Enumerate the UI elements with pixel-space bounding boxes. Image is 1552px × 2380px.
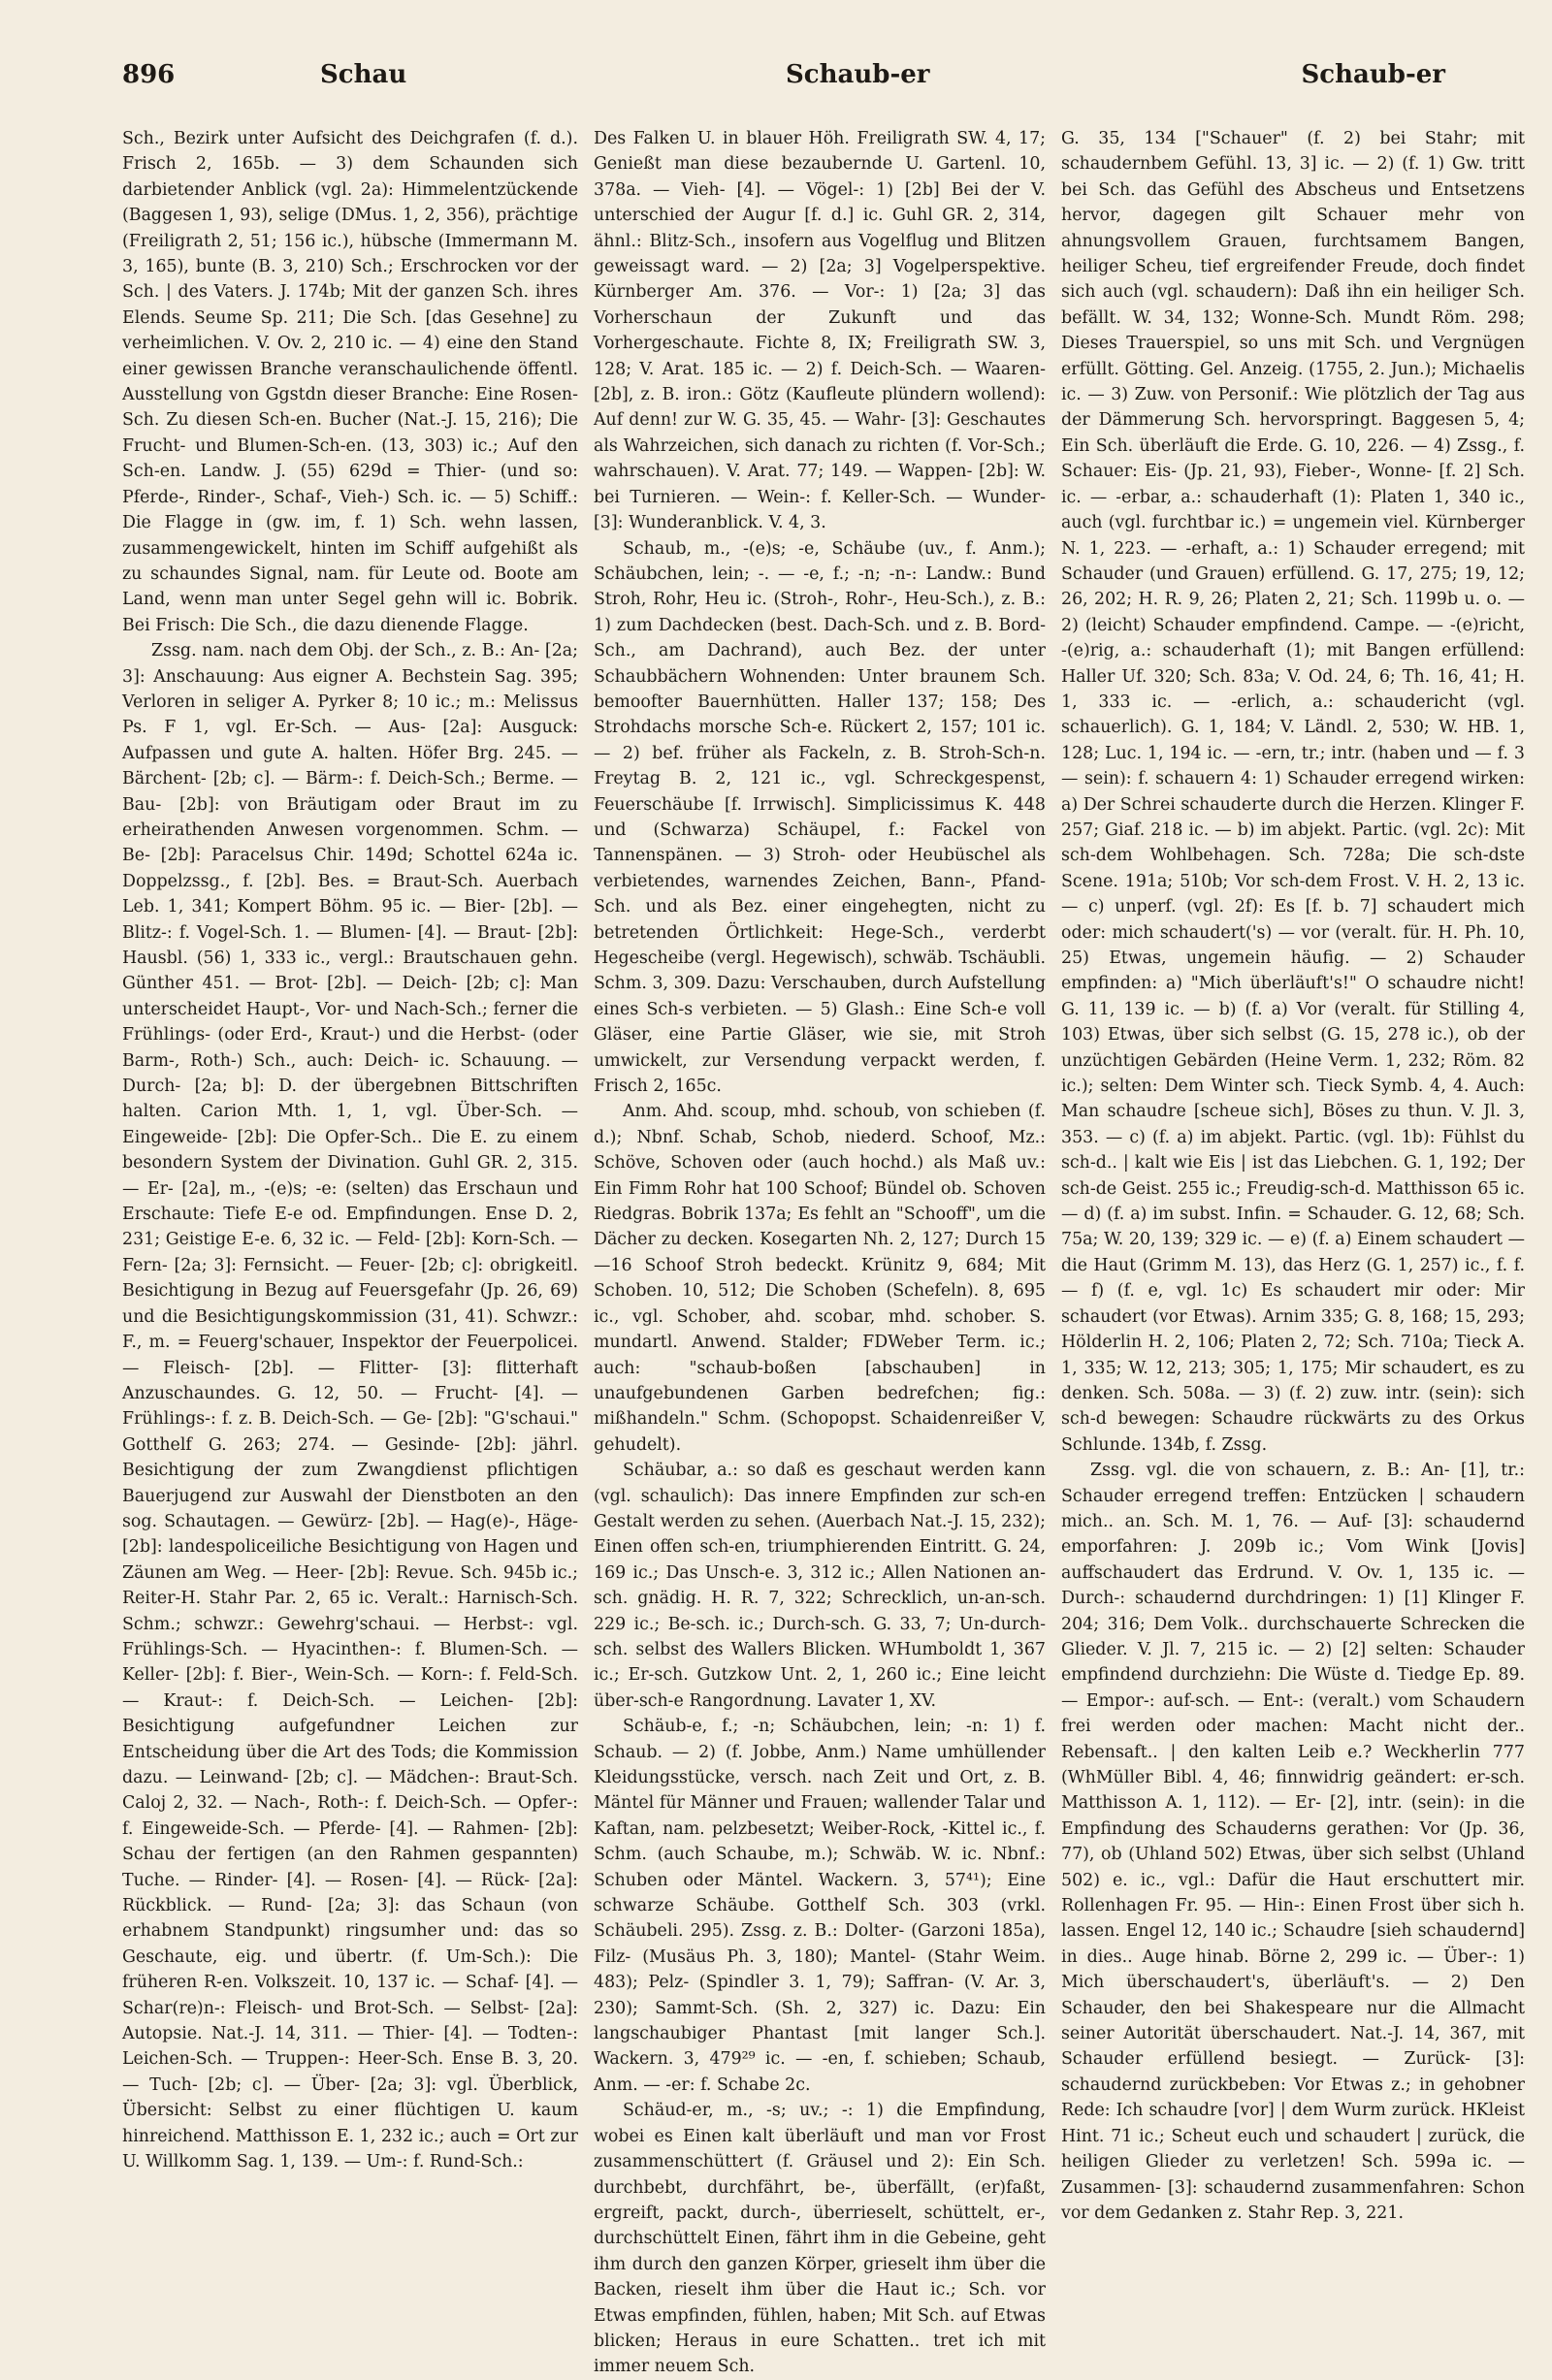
paragraph: Schäub-e, f.; -n; Schäubchen, lein; -n: 1) f. Schaub. — 2) (f. Jobbe, Anm.) Name umhüllender Kleidungsstücke, versch. nach Zeit und Ort, z. B. Mäntel für Männer und Frauen; wallender Talar und Kaftan, nam. pelzbesetzt; Weiber-Rock, -Kittel ic., f. Schm. (auch Schaube, m.); Schwäb. W. ic. Nbnf.: Schuben oder Mäntel. Wackern. 3, 57⁴¹); Eine schwarze Schäube. Gotthelf Sch. 303 (vrkl. Schäubeli. 295). Zssg. z. B.: Dolter- (Garzoni 185a), Filz- (Musäus Ph. 3, 180); Mantel- (Stahr Weim. 483); Pelz- (Spindler 3. 1, 79); Saffran- (V. Ar. 3, 230); Sammt-Sch. (Sh. 2, 327) ic. Dazu: Ein langschaubiger Phantast [mit langer Sch.]. Wackern. 3, 479²⁹ ic. — -en, f. schieben; Schaub, Anm. — -er: f. Schabe 2c. — [594, 1717, 1046, 2095]
page-number: 896 — [122, 60, 176, 89]
header-left-word: Schau — [320, 60, 407, 89]
paragraph: Zssg. nam. nach dem Obj. der Sch., z. B.: An- [2a; 3]: Anschauung: Aus eigner A. Bechstein Sag. 395; Verloren in seliger A. Pyrker 8; 10 ic.; m.: Melissus Ps. F 1, vgl. Er-Sch. — Aus- [2a]: Ausguck: Aufpassen und gute A. halten. Höfer Brg. 245. — Bärchent- [2b; c]. — Bärm-: f. Deich-Sch.; Berme. — Bau- [2b]: von Bräutigam oder Braut im zu erheirathenden Anwesen vorgenommen. Schm. — Be- [2b]: Paracelsus Chir. 149d; Schottel 624a ic. Doppelzssg., f. [2b]. Bes. = Braut-Sch. Auerbach Leb. 1, 341; Kompert Böhm. 95 ic. — Bier- [2b]. — Blitz-: f. Vogel-Sch. 1. — Blumen- [4]. — Braut- [2b]: Hausbl. (56) 1, 333 ic., vergl.: Brautschauen gehn. Günther 451. — Brot- [2b]. — Deich- [2b; c]: Man unterscheidet Haupt-, Vor- und Nach-Sch.; ferner die Frühlings- (oder Erd-, Kraut-) und die Herbst- (oder Barm-, Roth-) Sch., auch: Deich- ic. Schauung. — Durch- [2a; b]: D. der übergebnen Bittschriften halten. Carion Mth. 1, 1, vgl. Über-Sch. — Eingeweide- [2b]: Die Opfer-Sch.. Die E. zu einem besondern System der Divination. Guhl GR. 2, 315. — Er- [2a], m., -(e)s; -e: (selten) das Erschaun und Erschaute: Tiefe E-e od. Empfindungen. Ense D. 2, 231; Geistige E-e. 6, 32 ic. — Feld- [2b]: Korn-Sch. — Fern- [2a; 3]: Fernsicht. — Feuer- [2b; c]: obrigkeitl. Besichtigung in Bezug auf Feuersgefahr (Jp. 26, 69) und die Besichtigungskommission (31, 41). Schwzr.: F., m. = Feuerg'schauer, Inspektor der Feuerpolicei. — Fleisch- [2b]. — Flitter- [3]: flitterhaft Anzuschaundes. G. 12, 50. — Frucht- [4]. — Frühlings-: f. z. B. Deich-Sch. — Ge- [2b]: "G'schaui." Gotthelf G. 263; 274. — Gesinde- [2b]: jährl. Besichtigung der zum Zwangdienst pflichtigen Bauerjugend zur Auswahl der Dienstboten an den sog. Schautagen. — Gewürz- [2b]. — Hag(e)-, Häge- [2b]: landespoliceiliche Besichtigung von Hagen und Zäunen am Weg. — Heer- [2b]: Revue. Sch. 945b ic.; Reiter-H. Stahr Par. 2, 65 ic. Veralt.: Harnisch-Sch. Schm.; schwzr.: Gewehrg'schaui. — Herbst-: vgl. Frühlings-Sch. — Hyacinthen-: f. Blumen-Sch. — Keller- [2b]: f. Bier-, Wein-Sch. — Korn-: f. Feld-Sch. — Kraut-: f. Deich-Sch. — Leichen- [2b]: Besichtigung aufgefundner Leichen zur Entscheidung über die Art des Tods; die Kommission dazu. — Leinwand- [2b; c]. — Mädchen-: Braut-Sch. Caloj 2, 32. — Nach-, Roth-: f. Deich-Sch. — Opfer-: f. Eingeweide-Sch. — Pferde- [4]. — Rahmen- [2b]: Schau der fertigen (an den Rahmen gespannten) Tuche. — Rinder- [4]. — Rosen- [4]. — Rück- [2a]: Rückblick. — Rund- [2a; 3]: das Schaun (von erhabnem Standpunkt) ringsumher und: das so Geschaute, eig. und übertr. (f. Um-Sch.): Die früheren R-en. Volkszeit. 10, 137 ic. — Schaf- [4]. — Schar(re)n-: Fleisch- und Brot-Sch. — Selbst- [2a]: Autopsie. Nat.-J. 14, 311. — Thier- [4]. — Todten-: Leichen-Sch. — Truppen-: Heer-Sch. Ense B. 3, 20. — Tuch- [2b; c]. — Über- [2a; 3]: vgl. Überblick, Übersicht: Selbst zu einer flüchtigen U. kaum hinreichend. Matthisson E. 1, 232 ic.; auch = Ort zur U. Willkomm Sag. 1, 139. — Um-: f. Rund-Sch.: — [122, 641, 578, 2172]
paragraph: Sch., Bezirk unter Aufsicht des Deichgrafen (f. d.). Frisch 2, 165b. — 3) dem Schaunden sich darbietender Anblick (vgl. 2a): Himmelentzückende (Baggesen 1, 93), selige (DMus. 1, 2, 356), prächtige (Freiligrath 2, 51; 156 ic.), hübsche (Immermann M. 3, 165), bunte (B. 3, 210) Sch.; Erschrocken vor der Sch. | des Vaters. J. 174b; Mit der ganzen Sch. ihres Elends. Seume Sp. 211; Die Sch. [das Gesehne] zu verheimlichen. V. Ov. 2, 210 ic. — 4) eine den Stand einer gewissen Branche veranschaulichende öffentl. Ausstellung von Ggstdn dieser Branche: Eine Rosen-Sch. Zu diesen Sch-en. Bucher (Nat.-J. 15, 216); Die Frucht- und Blumen-Sch-en. (13, 303) ic.; Auf den Sch-en. Landw. J. (55) 629d = Thier- (und so: Pferde-, Rinder-, Schaf-, Vieh-) Sch. ic. — 5) Schiff.: Die Flagge in (gw. im, f. 1) Sch. wehn lassen, zusammengewickelt, hinten im Schiff aufgehißt als zu schaundes Signal, nam. für Leute od. Boote am Land, wenn man unter Segel gehn will ic. Bobrik. Bei Frisch: Die Sch., die dazu dienende Flagge. — [122, 129, 578, 635]
column-3 — [1061, 126, 1525, 2223]
paragraph: Des Falken U. in blauer Höh. Freiligrath SW. 4, 17; Genießt man diese bezaubernde U. Gartenl. 10, 378a. — Vieh- [4]. — Vögel-: 1) [2b] Bei der V. unterschied der Augur [f. d.] ic. Guhl GR. 2, 314, ähnl.: Blitz-Sch., insofern aus Vogelflug und Blitzen geweissagt ward. — 2) [2a; 3] Vogelperspektive. Kürnberger Am. 376. — Vor-: 1) [2a; 3] das Vorherschaun der Zukunft und das Vorhergeschaute. Fichte 8, IX; Freiligrath SW. 3, 128; V. Arat. 185 ic. — 2) f. Deich-Sch. — Waaren- [2b], z. B. iron.: Götz (Kaufleute plündern wollend): Auf denn! zur W. G. 35, 45. — Wahr- [3]: Geschautes als Wahrzeichen, sich danach zu richten (f. Vor-Sch.; wahrschauen). V. Arat. 77; 149. — Wappen- [2b]: W. bei Turnieren. — Wein-: f. Keller-Sch. — Wunder- [3]: Wunderanblick. V. 4, 3. — [594, 129, 1046, 533]
header-center-word: Schaub-er — [786, 60, 930, 89]
paragraph: Schäubar, a.: so daß es geschaut werden kann (vgl. schaulich): Das innere Empfinden zur sch-en Gestalt werden zu sehen. (Auerbach Nat.-J. 15, 232); Einen offen sch-en, triumphierenden Eintritt. G. 24, 169 ic.; Das Unsch-e. 3, 312 ic.; Allen Nationen an-sch. gnädig. H. R. 7, 322; Schrecklich, un-an-sch. 229 ic.; Be-sch. ic.; Durch-sch. G. 33, 7; Un-durch-sch. selbst des Wallers Blicken. WHumboldt 1, 367 ic.; Er-sch. Gutzkow Unt. 2, 1, 260 ic.; Eine leicht über-sch-e Rangordnung. Lavater 1, XV. — [594, 1461, 1046, 1711]
header-right-word: Schaub-er — [1301, 60, 1445, 89]
running-header — [122, 60, 1445, 99]
column-1 — [122, 126, 578, 2172]
paragraph: Schaub, m., -(e)s; -e, Schäube (uv., f. Anm.); Schäubchen, lein; -. — -e, f.; -n; -n-: Landw.: Bund Stroh, Rohr, Heu ic. (Stroh-, Rohr-, Heu-Sch.), z. B.: 1) zum Dachdecken (best. Dach-Sch. und z. B. Bord-Sch., am Dachrand), auch Bez. der unter Schaubbächern Wohnenden: Unter braunem Sch. bemoofter Bauernhütten. Haller 137; 158; Des Strohdachs morsche Sch-e. Rückert 2, 157; 101 ic. — 2) bef. früher als Fackeln, z. B. Stroh-Sch-n. Freytag B. 2, 121 ic., vgl. Schreckgespenst, Feuerschäube [f. Irrwisch]. Simplicissimus K. 448 und (Schwarza) Schäupel, f.: Fackel von Tannenspänen. — 3) Stroh- oder Heubüschel als verbietendes, warnendes Zeichen, Bann-, Pfand-Sch. und als Bez. einer eingehegten, nicht zu betretenden Örtlichkeit: Hege-Sch., verderbt Hegescheibe (vergl. Hegewisch), schwäb. Tschäubli. Schm. 3, 309. Dazu: Verschauben, durch Aufstellung eines Sch-s verbieten. — 5) Glash.: Eine Sch-e voll Gläser, eine Partie Gläser, wie sie, mit Stroh umwickelt, zur Versendung verpackt werden, f. Frisch 2, 165c. — [594, 538, 1046, 1097]
paragraph: Zssg. vgl. die von schauern, z. B.: An- [1], tr.: Schauder erregend treffen: Entzücken | schaudern mich.. an. Sch. M. 1, 76. — Auf- [3]: schaudernd emporfahren: J. 209b ic.; Vom Wink [Jovis] auffschaudert das Erdrund. V. Ov. 1, 135 ic. — Durch-: schaudernd durchdringen: 1) [1] Klinger F. 204; 316; Dem Volk.. durchschauerte Schrecken die Glieder. V. Jl. 7, 215 ic. — 2) [2] selten: Schauder empfindend durchziehn: Die Wüste d. Tiedge Ep. 89. — Empor-: auf-sch. — Ent-: (veralt.) vom Schaudern frei werden oder machen: Macht nicht der.. Rebensaft.. | den kalten Leib e.? Weckherlin 777 (WhMüller Bibl. 4, 46; finnwidrig geändert: er-sch. Matthisson A. 1, 112). — Er- [2], intr. (sein): in die Empfindung des Schauderns gerathen: Vor (Jp. 36, 77), ob (Uhland 502) Etwas, über sich selbst (Uhland 502) e. ic., vgl.: Dafür die Haut erschuttert mir. Rollenhagen Fr. 95. — Hin-: Einen Frost über sich h. lassen. Engel 12, 140 ic.; Schaudre [sieh schaudernd] in dies.. Auge hinab. Börne 2, 299 ic. — Über-: 1) Mich überschaudert's, überläuft's. — 2) Den Schauder, den bei Shakespeare nur die Allmacht seiner Autorität überschaudert. Nat.-J. 14, 367, mit Schauder erfüllend besiegt. — Zurück- [3]: schaudernd zurückbeben: Vor Etwas z.; in gehobner Rede: Ich schaudre [vor] | dem Wurm zurück. HKleist Hint. 71 ic.; Scheut euch und schaudert | zurück, die heiligen Glieder zu verletzen! Sch. 599a ic. — Zusammen- [3]: schaudernd zusammenfahren: Schon vor dem Gedanken z. Stahr Rep. 3, 221. — [1061, 1461, 1525, 2223]
paragraph: G. 35, 134 ["Schauer" (f. 2) bei Stahr; mit schaudernbem Gefühl. 13, 3] ic. — 2) (f. 1) Gw. tritt bei Sch. das Gefühl des Abscheus und Entsetzens hervor, dagegen gilt Schauer mehr von ahnungsvollem Grauen, furchtsamem Bangen, heiliger Scheu, tief ergreifender Freude, doch findet sich auch (vgl. schaudern): Daß ihn ein heiliger Sch. befällt. W. 34, 132; Wonne-Sch. Mundt Röm. 298; Dieses Trauerspiel, so uns mit Sch. und Vergnügen erfüllt. Götting. Gel. Anzeig. (1755, 2. Jun.); Michaelis ic. — 3) Zuw. von Personif.: Wie plötzlich der Tag aus der Dämmerung Sch. hervorspringt. Baggesen 5, 4; Ein Sch. überläuft die Erde. G. 10, 226. — 4) Zssg., f. Schauer: Eis- (Jp. 21, 93), Fieber-, Wonne- [f. 2] Sch. ic. — -erbar, a.: schauderhaft (1): Platen 1, 340 ic., auch (vgl. furchtbar ic.) = ungemein viel. Kürnberger N. 1, 223. — -erhaft, a.: 1) Schauder erregend; mit Schauder (und Grauen) erfüllend. G. 17, 275; 19, 12; 26, 202; H. R. 9, 26; Platen 2, 21; Sch. 1199b u. o. — 2) (leicht) Schauder empfindend. Campe. — -(e)richt, -(e)rig, a.: schauderhaft (1); mit Bangen erfüllend: Haller Uf. 320; Sch. 83a; V. Od. 24, 6; Th. 16, 41; H. 1, 333 ic. — -erlich, a.: schaudericht (vgl. schauerlich). G. 1, 184; V. Ländl. 2, 530; W. HB. 1, 128; Luc. 1, 194 ic. — -ern, tr.; intr. (haben und — f. 3 — sein): f. schauern 4: 1) Schauder erregend wirken: a) Der Schrei schauderte durch die Herzen. Klinger F. 257; Giaf. 218 ic. — b) im abjekt. Partic. (vgl. 2c): Mit sch-dem Wohlbehagen. Sch. 728a; Die sch-dste Scene. 191a; 510b; Vor sch-dem Frost. V. H. 2, 13 ic. — c) unperf. (vgl. 2f): Es [f. b. 7] schaudert mich oder: mich schaudert('s) — vor (veralt. für. H. Ph. 10, 25) Etwas, ungemein häufig. — 2) Schauder empfinden: a) "Mich überläuft's!" O schaudre nicht! G. 11, 139 ic. — b) (f. a) Vor (veralt. für Stilling 4, 103) Etwas, über sich selbst (G. 15, 278 ic.), ob der unzüchtigen Gebärden (Heine Verm. 1, 232; Röm. 82 ic.); selten: Dem Winter sch. Tieck Symb. 4, 4. Auch: Man schaudre [scheue sich], Böses zu thun. V. Jl. 3, 353. — c) (f. a) im abjekt. Partic. (vgl. 1b): Fühlst du sch-d.. | kalt wie Eis | ist das Liebchen. G. 1, 192; Der sch-de Geist. 255 ic.; Freudig-sch-d. Matthisson 65 ic. — d) (f. a) im subst. Infin. = Schauder. G. 12, 68; Sch. 75a; W. 20, 139; 329 ic. — e) (f. a) Einem schaudert — die Haut (Grimm M. 13), das Herz (G. 1, 257) ic., f. f. — f) (f. e, vgl. 1c) Es schaudert mir oder: Mir schaudert (vor Etwas). Arnim 335; G. 8, 168; 15, 293; Hölderlin H. 2, 106; Platen 2, 72; Sch. 710a; Tieck A. 1, 335; W. 12, 213; 305; 1, 175; Mir schaudert, es zu denken. Sch. 508a. — 3) (f. 2) zuw. intr. (sein): sich sch-d bewegen: Schaudre rückwärts zu des Orkus Schlunde. 134b, f. Zssg. — [1061, 129, 1525, 1455]
paragraph: Anm. Ahd. scoup, mhd. schoub, von schieben (f. d.); Nbnf. Schab, Schob, niederd. Schoof, Mz.: Schöve, Schoven oder (auch hochd.) als Maß uv.: Ein Fimm Rohr hat 100 Schoof; Bündel ob. Schoven Riedgras. Bobrik 137a; Es fehlt an "Schooff", um die Dächer zu decken. Kosegarten Nh. 2, 127; Durch 15—16 Schoof Stroh bedeckt. Krünitz 9, 684; Mit Schoben. 10, 512; Die Schoben (Schefeln). 8, 695 ic., vgl. Schober, ahd. scobar, mhd. schober. S. mundartl. Anwend. Stalder; FDWeber Term. ic.; auch: "schaub-boßen [abschauben] in unaufgebundenen Garben bedrefchen; fig.: mißhandeln." Schm. (Schopopst. Schaidenreißer V, gehudelt). — [594, 1102, 1046, 1455]
column-2 — [594, 126, 1046, 2377]
paragraph: Schäud-er, m., -s; uv.; -: 1) die Empfindung, wobei es Einen kalt überläuft und man vor Frost zusammenschüttert (f. Gräusel und 2): Ein Sch. durchbebt, durchfährt, be-, überfällt, (er)faßt, ergreift, packt, durch-, überrieselt, schüttelt, er-, durchschüttelt Einen, fährt ihm in die Gebeine, geht ihm durch den ganzen Körper, grieselt ihm über die Backen, rieselt ihm über die Haut ic.; Sch. vor Etwas empfinden, fühlen, haben; Mit Sch. auf Etwas blicken; Heraus in eure Schatten.. tret ich mit immer neuem Sch. — [594, 2101, 1046, 2377]
